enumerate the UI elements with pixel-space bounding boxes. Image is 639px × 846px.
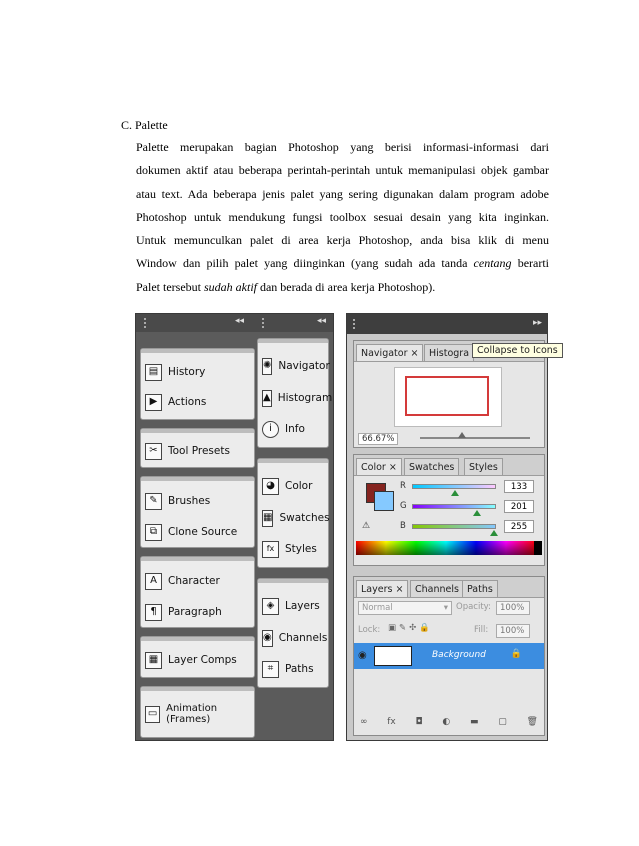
eye-icon[interactable]: ◉ [358, 650, 367, 661]
b-label: B [400, 521, 406, 531]
grip-icon[interactable] [353, 319, 361, 329]
color-spectrum[interactable] [356, 541, 536, 555]
panel-label: Animation (Frames) [166, 703, 218, 725]
panel-label: Paths [285, 663, 314, 675]
panel-item-info[interactable] [262, 416, 326, 442]
collapse-icon[interactable]: ◂◂ [317, 316, 327, 326]
tab-styles[interactable]: Styles [464, 458, 503, 475]
black-swatch[interactable] [534, 541, 542, 555]
panel-item-paths[interactable] [262, 656, 326, 682]
panel-label: Paragraph [168, 606, 222, 618]
panel-item-channels[interactable] [262, 625, 326, 651]
panel-item-histogram[interactable] [262, 385, 333, 411]
lock-icons[interactable]: ▣✎✣🔒 [388, 623, 433, 633]
collapse-icon[interactable]: ◂◂ [235, 316, 245, 326]
tab-channels[interactable]: Channels [410, 580, 464, 597]
panel-label: Channels [278, 632, 328, 644]
layers-toolbar [360, 717, 538, 731]
zoom-slider-thumb[interactable] [458, 432, 466, 438]
grip-icon[interactable] [144, 318, 152, 328]
panel-item-paragraph[interactable] [145, 599, 252, 625]
panel-icons-screenshot [135, 313, 334, 741]
tab-bar [354, 455, 544, 476]
panel-item-styles[interactable] [262, 536, 326, 562]
g-label: G [400, 501, 407, 511]
paragraph-line: Window dan pilih palet yang diinginkan (yang sudah ada tanda centang berarti [136, 256, 550, 271]
character-icon: A [145, 573, 162, 590]
panel-label: Styles [285, 543, 317, 555]
history-icon: ▤ [145, 364, 162, 381]
panel-item-navigator[interactable] [262, 353, 330, 379]
paragraph-line: Palet tersebut sudah aktif dan berada di area kerja Photoshop). [136, 279, 436, 294]
tab-bar [354, 577, 544, 598]
adjustment-icon[interactable]: ◐ [442, 717, 451, 727]
actions-icon: ▶ [145, 394, 162, 411]
link-icon[interactable]: ∞ [360, 717, 368, 727]
trash-icon[interactable]: 🗑 [526, 717, 538, 727]
panel-group [140, 556, 255, 628]
g-value[interactable]: 201 [504, 500, 534, 513]
r-slider[interactable] [412, 484, 496, 489]
info-icon: i [262, 421, 279, 438]
panel-item-swatches[interactable] [262, 505, 330, 531]
dock-header [347, 314, 547, 334]
section-heading: C. Palette [121, 118, 168, 132]
panel-label: Swatches [279, 512, 330, 524]
paragraph-icon: ¶ [145, 604, 162, 621]
panel-group [140, 348, 255, 420]
zoom-field[interactable]: 66.67% [358, 433, 398, 445]
panel-label: Color [285, 480, 313, 492]
swatches-icon: ▦ [262, 510, 273, 527]
panel-label: Navigator [278, 360, 330, 372]
tab-layers[interactable]: Layers × [356, 580, 408, 597]
panel-item-layer-comps[interactable] [145, 647, 252, 673]
panel-item-history[interactable] [145, 359, 252, 385]
grip-icon[interactable] [262, 318, 270, 328]
color-panel [353, 454, 545, 566]
panel-label: Layers [285, 600, 320, 612]
color-icon: ◕ [262, 478, 279, 495]
gamut-warning-icon[interactable]: ⚠ [362, 521, 371, 531]
b-slider-thumb[interactable] [490, 530, 498, 536]
panel-group [140, 686, 255, 738]
panel-label: Info [285, 423, 305, 435]
layer-row[interactable] [354, 643, 544, 669]
lock-label: Lock: [358, 625, 381, 635]
panel-column-b [257, 332, 333, 740]
b-value[interactable]: 255 [504, 520, 534, 533]
layers-icon: ◈ [262, 598, 279, 615]
panel-label: Histogram [277, 392, 333, 404]
mask-icon[interactable]: ◘ [415, 717, 423, 727]
r-slider-thumb[interactable] [451, 490, 459, 496]
tab-swatches[interactable]: Swatches [404, 458, 459, 475]
layer-thumbnail [374, 646, 412, 666]
navigator-icon: ✺ [262, 358, 272, 375]
panel-group [140, 476, 255, 548]
panel-label: Clone Source [168, 526, 238, 538]
fx-icon[interactable]: fx [387, 717, 396, 727]
navigator-thumbnail [394, 367, 502, 427]
panels-expanded-screenshot [346, 313, 558, 741]
paragraph-line: Untuk memunculkan palet di area kerja Photoshop, anda bisa klik di menu [136, 233, 549, 248]
opacity-label: Opacity: [456, 602, 491, 612]
paths-icon: ⌗ [262, 661, 279, 678]
panel-label: Tool Presets [168, 445, 230, 457]
zoom-slider[interactable] [420, 437, 530, 439]
panel-item-color[interactable] [262, 473, 326, 499]
panel-item-actions[interactable] [145, 389, 252, 415]
paragraph-line: Palette merupakan bagian Photoshop yang berisi informasi-informasi dari [136, 140, 549, 154]
panel-group [140, 636, 255, 678]
panel-group [257, 338, 333, 448]
g-slider[interactable] [412, 504, 496, 509]
panel-item-tool-presets[interactable] [145, 438, 252, 464]
navigator-panel [353, 340, 558, 448]
r-label: R [400, 481, 406, 491]
folder-icon[interactable]: ▬ [469, 717, 479, 727]
panel-label: Layer Comps [168, 654, 237, 666]
background-color-swatch[interactable] [374, 491, 394, 511]
panel-label: Character [168, 575, 220, 587]
panel-group [257, 578, 329, 688]
opacity-field[interactable]: 100% [496, 601, 530, 615]
b-slider[interactable] [412, 524, 496, 529]
paragraph-line: Photoshop untuk mendukung fungsi toolbox sesuai desain yang kita inginkan. [136, 209, 549, 224]
g-slider-thumb[interactable] [473, 510, 481, 516]
panel-dock-header [136, 314, 333, 332]
panel-item-clone-source[interactable] [145, 519, 252, 545]
tooltip: Collapse to Icons [472, 343, 563, 358]
r-value[interactable]: 133 [504, 480, 534, 493]
paragraph-line: atau text. Ada beberapa jenis palet yang sering digunakan dalam program adobe [136, 186, 549, 201]
histogram-icon: ▲ [262, 390, 272, 407]
view-box[interactable] [405, 376, 489, 416]
layer-comps-icon: ▦ [145, 652, 162, 669]
panel-label: Actions [168, 396, 207, 408]
channels-icon: ◉ [262, 630, 273, 647]
styles-icon: fx [262, 541, 279, 558]
brushes-icon: ✎ [145, 493, 162, 510]
panel-item-brushes[interactable] [145, 488, 252, 514]
tab-navigator[interactable]: Navigator × [356, 344, 423, 361]
tab-paths[interactable]: Paths [462, 580, 498, 597]
panel-item-animation[interactable] [145, 701, 252, 727]
tab-color[interactable]: Color × [356, 458, 402, 475]
fill-label: Fill: [474, 625, 489, 635]
panel-group [257, 458, 329, 568]
layer-name[interactable]: Background [432, 650, 486, 660]
panel-label: History [168, 366, 206, 378]
panel-label: Brushes [168, 495, 211, 507]
blend-mode-select[interactable]: Normal ▾ [358, 601, 452, 615]
paragraph-line: dokumen aktif atau beberapa perintah-perintah untuk memanipulasi objek gambar [136, 163, 549, 178]
animation-icon: ▭ [145, 706, 160, 723]
lock-icon: 🔒 [510, 649, 522, 659]
panel-item-character[interactable] [145, 568, 252, 594]
panel-group [140, 428, 255, 468]
clone-source-icon: ⧉ [145, 524, 162, 541]
expand-icon[interactable]: ▸▸ [533, 318, 543, 328]
fill-field[interactable]: 100% [496, 624, 530, 638]
tab-histogram[interactable]: Histogra [424, 344, 474, 361]
body-paragraph [136, 136, 549, 299]
panel-column-a [140, 332, 255, 740]
new-layer-icon[interactable]: ▢ [498, 717, 507, 727]
chevron-down-icon: ▾ [443, 603, 448, 613]
tool-presets-icon: ✂ [145, 443, 162, 460]
panel-item-layers[interactable] [262, 593, 326, 619]
layers-panel [353, 576, 545, 736]
